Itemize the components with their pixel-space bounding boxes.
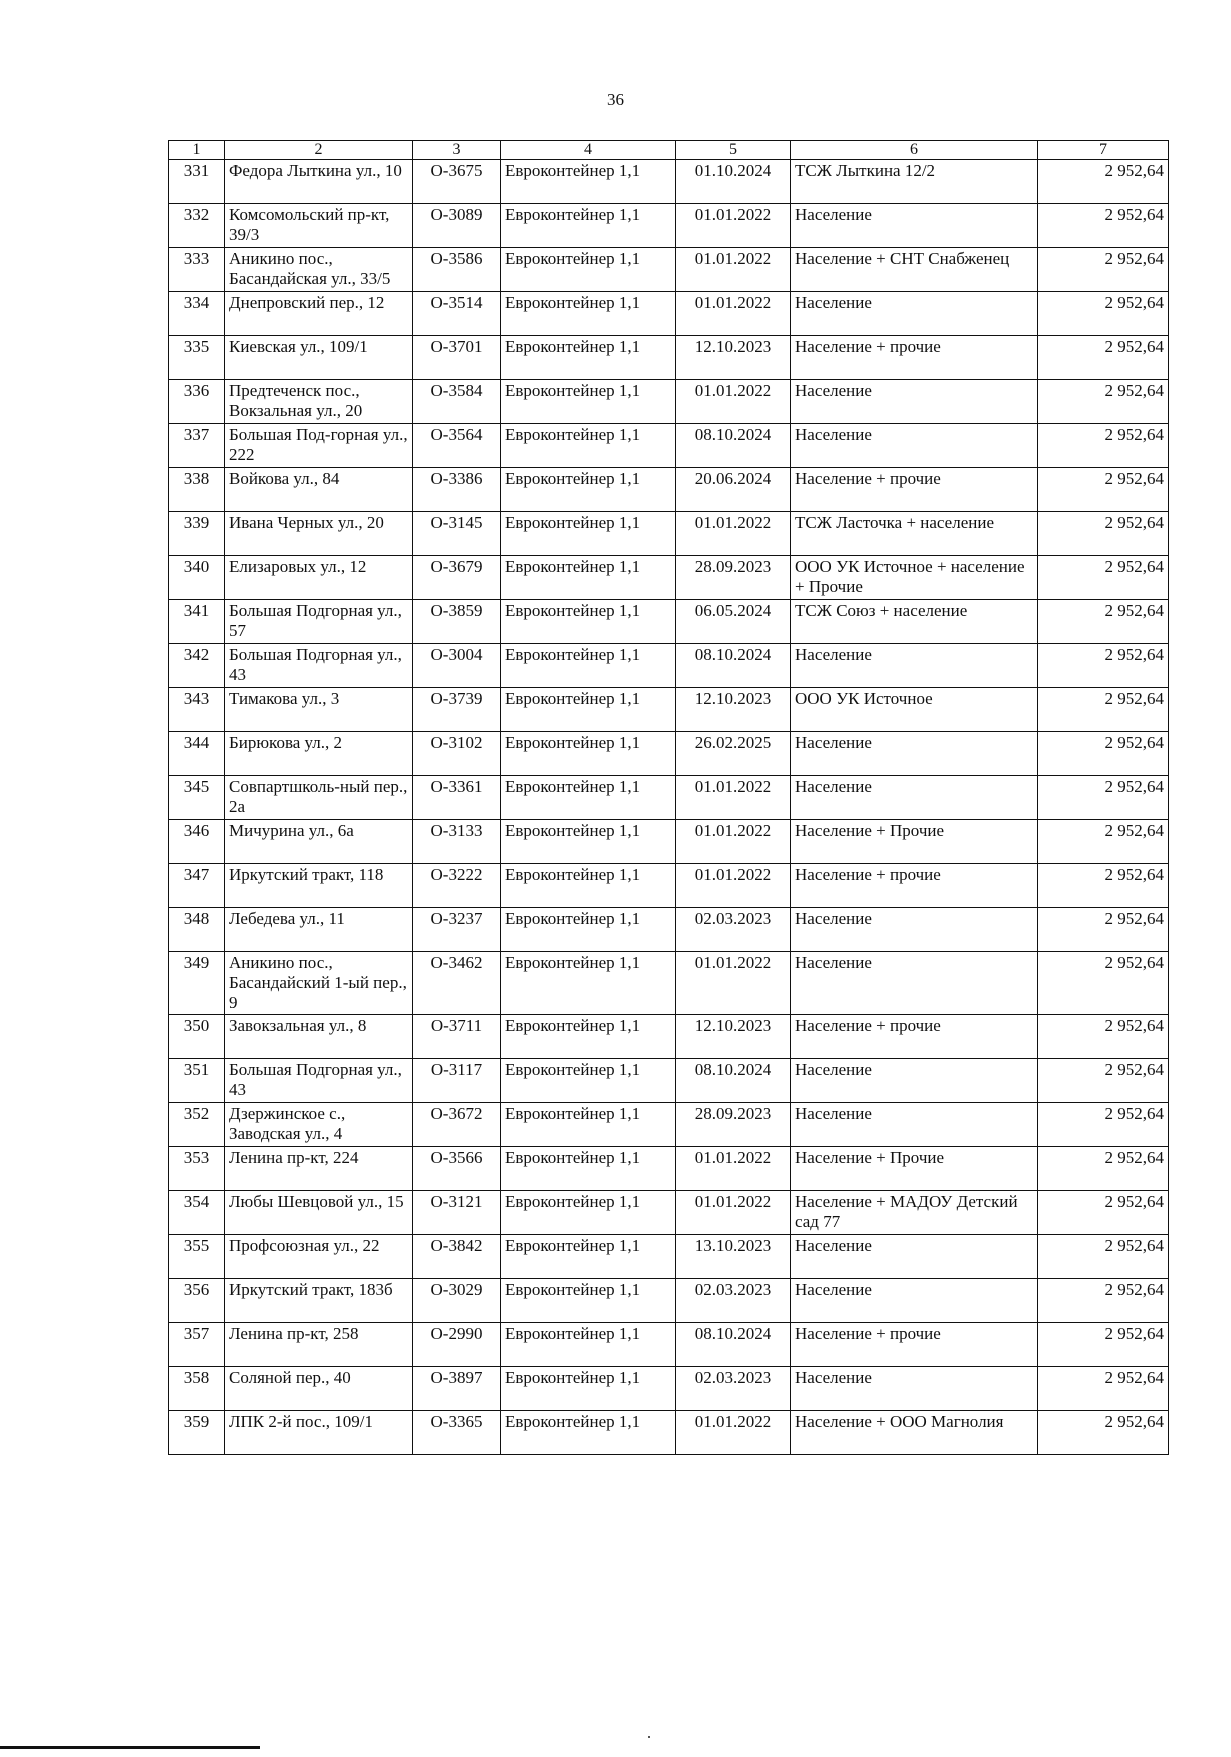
address-cell: Профсоюзная ул., 22 — [225, 1235, 413, 1279]
address-cell: Дзержинское с., Заводская ул., 4 — [225, 1103, 413, 1147]
owner-cell: Население — [791, 424, 1038, 468]
table-row — [169, 160, 1169, 204]
owner-cell: Население + прочие — [791, 1015, 1038, 1059]
table-row — [169, 248, 1169, 292]
site-code-cell: О-3029 — [413, 1279, 501, 1323]
row-number: 340 — [169, 556, 225, 600]
table-row — [169, 644, 1169, 688]
address-cell: Елизаровых ул., 12 — [225, 556, 413, 600]
owner-cell: Население — [791, 908, 1038, 952]
row-number: 335 — [169, 336, 225, 380]
table-row — [169, 1411, 1169, 1455]
site-code-cell: О-3462 — [413, 952, 501, 1015]
owner-cell: Население + прочие — [791, 864, 1038, 908]
address-cell: Бирюкова ул., 2 — [225, 732, 413, 776]
row-number: 331 — [169, 160, 225, 204]
owner-cell: Население + прочие — [791, 468, 1038, 512]
owner-cell: Население — [791, 292, 1038, 336]
owner-cell: Население + СНТ Снабженец — [791, 248, 1038, 292]
container-type-cell: Евроконтейнер 1,1 — [501, 1411, 676, 1455]
amount-cell: 2 952,64 — [1038, 864, 1169, 908]
date-cell: 06.05.2024 — [676, 600, 791, 644]
date-cell: 01.01.2022 — [676, 204, 791, 248]
table-row — [169, 776, 1169, 820]
table-row — [169, 1235, 1169, 1279]
address-cell: Аникино пос., Басандайская ул., 33/5 — [225, 248, 413, 292]
site-code-cell: О-3004 — [413, 644, 501, 688]
container-type-cell: Евроконтейнер 1,1 — [501, 1059, 676, 1103]
table-row — [169, 292, 1169, 336]
site-code-cell: О-3564 — [413, 424, 501, 468]
date-cell: 02.03.2023 — [676, 1367, 791, 1411]
table-row — [169, 600, 1169, 644]
site-code-cell: О-3361 — [413, 776, 501, 820]
date-cell: 01.01.2022 — [676, 380, 791, 424]
site-code-cell: О-3102 — [413, 732, 501, 776]
amount-cell: 2 952,64 — [1038, 292, 1169, 336]
row-number: 355 — [169, 1235, 225, 1279]
container-type-cell: Евроконтейнер 1,1 — [501, 776, 676, 820]
owner-cell: Население — [791, 1103, 1038, 1147]
date-cell: 12.10.2023 — [676, 1015, 791, 1059]
date-cell: 01.10.2024 — [676, 160, 791, 204]
date-cell: 13.10.2023 — [676, 1235, 791, 1279]
address-cell: Федора Лыткина ул., 10 — [225, 160, 413, 204]
table-row — [169, 1103, 1169, 1147]
container-type-cell: Евроконтейнер 1,1 — [501, 820, 676, 864]
site-code-cell: О-3133 — [413, 820, 501, 864]
amount-cell: 2 952,64 — [1038, 600, 1169, 644]
amount-cell: 2 952,64 — [1038, 732, 1169, 776]
amount-cell: 2 952,64 — [1038, 952, 1169, 1015]
container-type-cell: Евроконтейнер 1,1 — [501, 1323, 676, 1367]
amount-cell: 2 952,64 — [1038, 1367, 1169, 1411]
date-cell: 08.10.2024 — [676, 1323, 791, 1367]
amount-cell: 2 952,64 — [1038, 1059, 1169, 1103]
date-cell: 20.06.2024 — [676, 468, 791, 512]
container-type-cell: Евроконтейнер 1,1 — [501, 1015, 676, 1059]
date-cell: 02.03.2023 — [676, 1279, 791, 1323]
address-cell: Ленина пр-кт, 224 — [225, 1147, 413, 1191]
site-code-cell: О-3089 — [413, 204, 501, 248]
date-cell: 02.03.2023 — [676, 908, 791, 952]
table-row — [169, 336, 1169, 380]
site-code-cell: О-3586 — [413, 248, 501, 292]
table-row — [169, 1323, 1169, 1367]
row-number: 337 — [169, 424, 225, 468]
row-number: 358 — [169, 1367, 225, 1411]
amount-cell: 2 952,64 — [1038, 776, 1169, 820]
address-cell: Ленина пр-кт, 258 — [225, 1323, 413, 1367]
container-type-cell: Евроконтейнер 1,1 — [501, 204, 676, 248]
address-cell: ЛПК 2-й пос., 109/1 — [225, 1411, 413, 1455]
owner-cell: Население — [791, 1279, 1038, 1323]
row-number: 346 — [169, 820, 225, 864]
date-cell: 28.09.2023 — [676, 1103, 791, 1147]
site-code-cell: О-3121 — [413, 1191, 501, 1235]
scan-speck — [648, 1736, 650, 1738]
col-header-2: 2 — [225, 141, 413, 160]
address-cell: Завокзальная ул., 8 — [225, 1015, 413, 1059]
amount-cell: 2 952,64 — [1038, 1279, 1169, 1323]
container-type-cell: Евроконтейнер 1,1 — [501, 952, 676, 1015]
address-cell: Иркутский тракт, 183б — [225, 1279, 413, 1323]
owner-cell: Население + прочие — [791, 336, 1038, 380]
date-cell: 01.01.2022 — [676, 1147, 791, 1191]
date-cell: 01.01.2022 — [676, 1191, 791, 1235]
address-cell: Ивана Черных ул., 20 — [225, 512, 413, 556]
amount-cell: 2 952,64 — [1038, 644, 1169, 688]
address-cell: Большая Подгорная ул., 43 — [225, 644, 413, 688]
amount-cell: 2 952,64 — [1038, 512, 1169, 556]
site-code-cell: О-3145 — [413, 512, 501, 556]
owner-cell: Население — [791, 1059, 1038, 1103]
amount-cell: 2 952,64 — [1038, 1235, 1169, 1279]
table-row — [169, 1015, 1169, 1059]
container-type-cell: Евроконтейнер 1,1 — [501, 1235, 676, 1279]
table-header-row — [169, 141, 1169, 160]
owner-cell: Население — [791, 732, 1038, 776]
container-type-cell: Евроконтейнер 1,1 — [501, 1279, 676, 1323]
owner-cell: Население — [791, 776, 1038, 820]
site-code-cell: О-3739 — [413, 688, 501, 732]
owner-cell: Население + Прочие — [791, 1147, 1038, 1191]
owner-cell: Население — [791, 952, 1038, 1015]
date-cell: 01.01.2022 — [676, 776, 791, 820]
address-cell: Соляной пер., 40 — [225, 1367, 413, 1411]
row-number: 341 — [169, 600, 225, 644]
row-number: 359 — [169, 1411, 225, 1455]
owner-cell: Население — [791, 644, 1038, 688]
row-number: 334 — [169, 292, 225, 336]
amount-cell: 2 952,64 — [1038, 1323, 1169, 1367]
table-row — [169, 424, 1169, 468]
col-header-7: 7 — [1038, 141, 1169, 160]
date-cell: 08.10.2024 — [676, 644, 791, 688]
amount-cell: 2 952,64 — [1038, 468, 1169, 512]
owner-cell: Население + ООО Магнолия — [791, 1411, 1038, 1455]
date-cell: 08.10.2024 — [676, 1059, 791, 1103]
amount-cell: 2 952,64 — [1038, 248, 1169, 292]
table-row — [169, 1279, 1169, 1323]
owner-cell: Население — [791, 1235, 1038, 1279]
table-row — [169, 732, 1169, 776]
row-number: 353 — [169, 1147, 225, 1191]
address-cell: Большая Подгорная ул., 43 — [225, 1059, 413, 1103]
site-code-cell: О-3566 — [413, 1147, 501, 1191]
container-type-cell: Евроконтейнер 1,1 — [501, 556, 676, 600]
address-cell: Иркутский тракт, 118 — [225, 864, 413, 908]
owner-cell: ТСЖ Ласточка + население — [791, 512, 1038, 556]
amount-cell: 2 952,64 — [1038, 1147, 1169, 1191]
table-row — [169, 468, 1169, 512]
address-cell: Любы Шевцовой ул., 15 — [225, 1191, 413, 1235]
table-row — [169, 380, 1169, 424]
address-cell: Тимакова ул., 3 — [225, 688, 413, 732]
amount-cell: 2 952,64 — [1038, 908, 1169, 952]
container-type-cell: Евроконтейнер 1,1 — [501, 248, 676, 292]
owner-cell: ООО УК Источное + население + Прочие — [791, 556, 1038, 600]
table-row — [169, 1147, 1169, 1191]
container-type-cell: Евроконтейнер 1,1 — [501, 1147, 676, 1191]
row-number: 339 — [169, 512, 225, 556]
col-header-1: 1 — [169, 141, 225, 160]
date-cell: 01.01.2022 — [676, 952, 791, 1015]
site-code-cell: О-3701 — [413, 336, 501, 380]
owner-cell: Население + прочие — [791, 1323, 1038, 1367]
date-cell: 01.01.2022 — [676, 864, 791, 908]
date-cell: 12.10.2023 — [676, 336, 791, 380]
site-code-cell: О-3237 — [413, 908, 501, 952]
container-type-cell: Евроконтейнер 1,1 — [501, 732, 676, 776]
row-number: 344 — [169, 732, 225, 776]
amount-cell: 2 952,64 — [1038, 1103, 1169, 1147]
site-code-cell: О-3859 — [413, 600, 501, 644]
address-cell: Большая Подгорная ул., 57 — [225, 600, 413, 644]
owner-cell: Население + МАДОУ Детский сад 77 — [791, 1191, 1038, 1235]
container-type-cell: Евроконтейнер 1,1 — [501, 864, 676, 908]
row-number: 347 — [169, 864, 225, 908]
container-type-cell: Евроконтейнер 1,1 — [501, 424, 676, 468]
amount-cell: 2 952,64 — [1038, 160, 1169, 204]
address-cell: Предтеченск пос., Вокзальная ул., 20 — [225, 380, 413, 424]
amount-cell: 2 952,64 — [1038, 556, 1169, 600]
site-code-cell: О-3386 — [413, 468, 501, 512]
container-type-cell: Евроконтейнер 1,1 — [501, 160, 676, 204]
container-type-cell: Евроконтейнер 1,1 — [501, 380, 676, 424]
table-row — [169, 952, 1169, 1015]
container-type-cell: Евроконтейнер 1,1 — [501, 644, 676, 688]
table-row — [169, 1059, 1169, 1103]
date-cell: 08.10.2024 — [676, 424, 791, 468]
container-sites-table — [168, 140, 1169, 1455]
site-code-cell: О-3222 — [413, 864, 501, 908]
container-type-cell: Евроконтейнер 1,1 — [501, 1191, 676, 1235]
row-number: 354 — [169, 1191, 225, 1235]
row-number: 338 — [169, 468, 225, 512]
address-cell: Совпартшколь-ный пер., 2а — [225, 776, 413, 820]
date-cell: 01.01.2022 — [676, 248, 791, 292]
footer-rule — [0, 1746, 260, 1749]
container-type-cell: Евроконтейнер 1,1 — [501, 512, 676, 556]
site-code-cell: О-3365 — [413, 1411, 501, 1455]
row-number: 343 — [169, 688, 225, 732]
page-number: 36 — [607, 90, 624, 109]
container-type-cell: Евроконтейнер 1,1 — [501, 908, 676, 952]
owner-cell: ТСЖ Лыткина 12/2 — [791, 160, 1038, 204]
owner-cell: ООО УК Источное — [791, 688, 1038, 732]
table-row — [169, 1191, 1169, 1235]
owner-cell: ТСЖ Союз + население — [791, 600, 1038, 644]
table-row — [169, 556, 1169, 600]
row-number: 356 — [169, 1279, 225, 1323]
row-number: 342 — [169, 644, 225, 688]
amount-cell: 2 952,64 — [1038, 688, 1169, 732]
address-cell: Мичурина ул., 6а — [225, 820, 413, 864]
col-header-4: 4 — [501, 141, 676, 160]
table-row — [169, 512, 1169, 556]
date-cell: 01.01.2022 — [676, 512, 791, 556]
date-cell: 26.02.2025 — [676, 732, 791, 776]
row-number: 352 — [169, 1103, 225, 1147]
address-cell: Комсомольский пр-кт, 39/3 — [225, 204, 413, 248]
date-cell: 01.01.2022 — [676, 820, 791, 864]
row-number: 345 — [169, 776, 225, 820]
col-header-3: 3 — [413, 141, 501, 160]
container-type-cell: Евроконтейнер 1,1 — [501, 600, 676, 644]
site-code-cell: О-3117 — [413, 1059, 501, 1103]
site-code-cell: О-2990 — [413, 1323, 501, 1367]
site-code-cell: О-3514 — [413, 292, 501, 336]
table-row — [169, 688, 1169, 732]
table-row — [169, 908, 1169, 952]
amount-cell: 2 952,64 — [1038, 820, 1169, 864]
owner-cell: Население — [791, 1367, 1038, 1411]
site-code-cell: О-3672 — [413, 1103, 501, 1147]
amount-cell: 2 952,64 — [1038, 204, 1169, 248]
amount-cell: 2 952,64 — [1038, 1411, 1169, 1455]
site-code-cell: О-3711 — [413, 1015, 501, 1059]
address-cell: Аникино пос., Басандайский 1-ый пер., 9 — [225, 952, 413, 1015]
table-row — [169, 820, 1169, 864]
table-row — [169, 204, 1169, 248]
address-cell: Войкова ул., 84 — [225, 468, 413, 512]
address-cell: Лебедева ул., 11 — [225, 908, 413, 952]
amount-cell: 2 952,64 — [1038, 424, 1169, 468]
container-type-cell: Евроконтейнер 1,1 — [501, 1103, 676, 1147]
container-type-cell: Евроконтейнер 1,1 — [501, 336, 676, 380]
row-number: 333 — [169, 248, 225, 292]
date-cell: 28.09.2023 — [676, 556, 791, 600]
amount-cell: 2 952,64 — [1038, 1191, 1169, 1235]
address-cell: Киевская ул., 109/1 — [225, 336, 413, 380]
container-type-cell: Евроконтейнер 1,1 — [501, 468, 676, 512]
row-number: 348 — [169, 908, 225, 952]
row-number: 336 — [169, 380, 225, 424]
site-code-cell: О-3675 — [413, 160, 501, 204]
row-number: 350 — [169, 1015, 225, 1059]
col-header-6: 6 — [791, 141, 1038, 160]
col-header-5: 5 — [676, 141, 791, 160]
container-type-cell: Евроконтейнер 1,1 — [501, 688, 676, 732]
amount-cell: 2 952,64 — [1038, 380, 1169, 424]
date-cell: 12.10.2023 — [676, 688, 791, 732]
owner-cell: Население — [791, 380, 1038, 424]
amount-cell: 2 952,64 — [1038, 336, 1169, 380]
site-code-cell: О-3584 — [413, 380, 501, 424]
row-number: 357 — [169, 1323, 225, 1367]
owner-cell: Население — [791, 204, 1038, 248]
address-cell: Днепровский пер., 12 — [225, 292, 413, 336]
site-code-cell: О-3679 — [413, 556, 501, 600]
amount-cell: 2 952,64 — [1038, 1015, 1169, 1059]
date-cell: 01.01.2022 — [676, 292, 791, 336]
row-number: 332 — [169, 204, 225, 248]
table-row — [169, 1367, 1169, 1411]
site-code-cell: О-3842 — [413, 1235, 501, 1279]
table-row — [169, 864, 1169, 908]
address-cell: Большая Под-горная ул., 222 — [225, 424, 413, 468]
row-number: 349 — [169, 952, 225, 1015]
row-number: 351 — [169, 1059, 225, 1103]
container-type-cell: Евроконтейнер 1,1 — [501, 292, 676, 336]
container-type-cell: Евроконтейнер 1,1 — [501, 1367, 676, 1411]
owner-cell: Население + Прочие — [791, 820, 1038, 864]
date-cell: 01.01.2022 — [676, 1411, 791, 1455]
site-code-cell: О-3897 — [413, 1367, 501, 1411]
